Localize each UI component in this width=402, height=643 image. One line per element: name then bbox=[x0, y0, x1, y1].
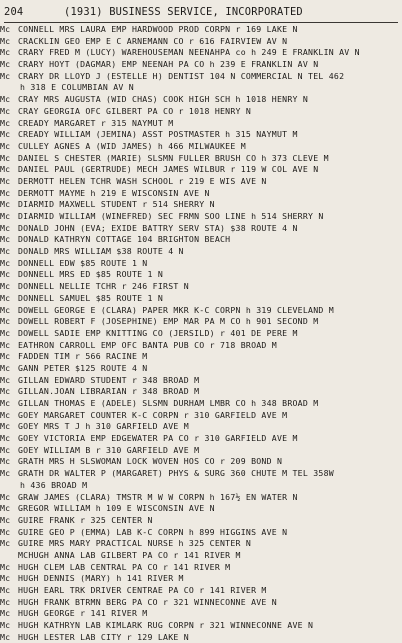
entry-text: DERMOTT HELEN TCHR WASH SCHOOL r 219 E WIS AVE N bbox=[18, 175, 267, 186]
entry-text: h 436 BROAD M bbox=[20, 479, 88, 490]
entry-text: CRARY DR LLOYD J (ESTELLE H) DENTIST 104 N COMMERCIAL N TEL 462 bbox=[18, 70, 345, 81]
directory-entry bbox=[0, 164, 402, 176]
entry-text: h 318 E COLUMBIAN AV N bbox=[20, 82, 134, 93]
entry-text: EATHRON CARROLL EMP OFC BANTA PUB CO r 718 BROAD M bbox=[18, 339, 277, 350]
directory-entry bbox=[0, 316, 402, 328]
entry-prefix: Mc bbox=[0, 444, 11, 455]
entry-text: GUIRE MRS MARY PRACTICAL NURSE h 325 CENTER N bbox=[18, 538, 252, 549]
directory-entry bbox=[0, 608, 402, 620]
directory-entry bbox=[0, 223, 402, 235]
entry-text: GOEY MRS T J h 310 GARFIELD AVE M bbox=[18, 421, 189, 432]
entry-text: CREADY WILLIAM (JEMINA) ASST POSTMASTER h 315 NAYMUT M bbox=[18, 129, 298, 140]
entry-text: HUGH KATHRYN LAB KIMLARK RUG CORPN r 321 WINNECONNE AVE N bbox=[18, 620, 314, 631]
directory-entry bbox=[0, 515, 402, 527]
entry-text: DOWELL GEORGE E (CLARA) PAPER MKR K-C CORPN h 319 CLEVELAND M bbox=[18, 304, 334, 315]
entry-text: CULLEY AGNES A (WID JAMES) h 466 MILWAUKEE M bbox=[18, 140, 246, 151]
directory-entry bbox=[0, 445, 402, 457]
directory-entry bbox=[0, 398, 402, 410]
entry-prefix: Mc bbox=[0, 292, 11, 303]
entry-prefix: Mc bbox=[0, 187, 11, 198]
entry-prefix: Mc bbox=[0, 164, 11, 175]
entry-prefix: Mc bbox=[0, 117, 11, 128]
entry-prefix: Mc bbox=[0, 538, 11, 549]
directory-entry bbox=[0, 234, 402, 246]
entry-text: DONALD MRS WILLIAM $38 ROUTE 4 N bbox=[18, 246, 184, 257]
directory-entry bbox=[0, 258, 402, 270]
entry-text: HUGH DENNIS (MARY) h 141 RIVER M bbox=[18, 573, 184, 584]
page-number: 204 bbox=[4, 6, 24, 18]
directory-entry bbox=[0, 106, 402, 118]
directory-entry bbox=[0, 585, 402, 597]
entry-text: GRATH MRS H SLSWOMAN LOCK WOVEN HOS CO r 209 BOND N bbox=[18, 456, 283, 467]
entry-prefix: Mc bbox=[0, 620, 11, 631]
entry-prefix: Mc bbox=[0, 35, 11, 46]
entry-prefix: Mc bbox=[0, 561, 11, 572]
directory-entry bbox=[0, 82, 402, 94]
entry-text: CRAY GEORGIA OFC GILBERT PA CO r 1018 HENRY N bbox=[18, 105, 252, 116]
directory-entry bbox=[0, 562, 402, 574]
header-rule bbox=[4, 22, 398, 23]
entry-prefix: Mc bbox=[0, 59, 11, 70]
entry-text: DOWELL SADIE EMP KNITTING CO (JERSILD) r 401 DE PERE M bbox=[18, 327, 298, 338]
entry-text: GILLAN.JOAN LIBRARIAN r 348 BROAD M bbox=[18, 386, 200, 397]
entry-prefix: Mc bbox=[0, 140, 11, 151]
entry-prefix: Mc bbox=[0, 514, 11, 525]
directory-entry bbox=[0, 199, 402, 211]
directory-entry bbox=[0, 47, 402, 59]
entry-prefix: Mc bbox=[0, 175, 11, 186]
entry-text: GRAW JAMES (CLARA) TMSTR M W W CORPN h 167½ EN WATER N bbox=[18, 491, 298, 502]
directory-entry bbox=[0, 597, 402, 609]
entry-text: GUIRE GEO P (EMMA) LAB K-C CORPN h 899 HIGGINS AVE N bbox=[18, 526, 288, 537]
entry-prefix: Mc bbox=[0, 152, 11, 163]
directory-entry bbox=[0, 363, 402, 375]
entry-text: GILLAN THOMAS E (ADELE) SLSMN DURHAM LMBR CO h 348 BROAD M bbox=[18, 398, 319, 408]
directory-entry bbox=[0, 386, 402, 398]
page-header bbox=[0, 6, 402, 22]
entry-text: DONNELL NELLIE TCHR r 246 FIRST N bbox=[18, 281, 189, 292]
directory-entry bbox=[0, 293, 402, 305]
entry-text: DIARMID WILLIAM (WINEFRED) SEC FRMN SOO LINE h 514 SHERRY N bbox=[18, 211, 324, 221]
entry-prefix: Mc bbox=[0, 339, 11, 350]
directory-entry bbox=[0, 129, 402, 141]
directory-entry bbox=[0, 71, 402, 83]
entry-text: GOEY WILLIAM B r 310 GARFIELD AVE M bbox=[18, 444, 200, 455]
entry-prefix: Mc bbox=[0, 24, 11, 34]
entry-text: DONNELL EDW $85 ROUTE 1 N bbox=[18, 257, 148, 268]
entry-prefix: Mc bbox=[0, 608, 11, 619]
entry-text: DANIEL S CHESTER (MARIE) SLSMN FULLER BRUSH CO h 373 CLEVE M bbox=[18, 152, 329, 163]
entry-prefix: Mc bbox=[0, 573, 11, 584]
entry-prefix: Mc bbox=[0, 94, 11, 105]
entry-text: GOEY MARGARET COUNTER K-C CORPN r 310 GARFIELD AVE M bbox=[18, 409, 288, 420]
entry-prefix: Mc bbox=[0, 246, 11, 257]
entry-text: DOWELL ROBERT F (JOSEPHINE) EMP MAR PA M CO h 901 SECOND M bbox=[18, 316, 319, 327]
directory-entry bbox=[0, 503, 402, 515]
directory-entry bbox=[0, 492, 402, 504]
directory-entry bbox=[0, 468, 402, 480]
entry-text: HUGH EARL TRK DRIVER CENTRAE PA CO r 141 RIVER M bbox=[18, 585, 267, 595]
entry-text: HUGH CLEM LAB CENTRAL PA CO r 141 RIVER M bbox=[18, 561, 231, 572]
entry-prefix: Mc bbox=[0, 398, 11, 408]
entry-prefix: Mc bbox=[0, 316, 11, 327]
directory-entry bbox=[0, 118, 402, 130]
entry-prefix: Mc bbox=[0, 269, 11, 280]
directory-entry bbox=[0, 538, 402, 550]
entry-prefix: Mc bbox=[0, 433, 11, 444]
directory-entry bbox=[0, 632, 402, 643]
directory-entry bbox=[0, 305, 402, 317]
directory-entry bbox=[0, 153, 402, 165]
entry-text: DERMOTT MAYME h 219 E WISCONSIN AVE N bbox=[18, 187, 210, 198]
directory-entry bbox=[0, 375, 402, 387]
entry-prefix: Mc bbox=[0, 47, 11, 58]
entry-text: DONNELL MRS ED $85 ROUTE 1 N bbox=[18, 269, 164, 280]
directory-entry bbox=[0, 480, 402, 492]
directory-entry bbox=[0, 269, 402, 281]
entry-prefix: Mc bbox=[0, 421, 11, 432]
entry-prefix: Mc bbox=[0, 468, 11, 479]
entry-prefix: Mc bbox=[0, 596, 11, 607]
directory-entry bbox=[0, 340, 402, 352]
entry-text: GRATH DR WALTER P (MARGARET) PHYS & SURG 360 CHUTE M TEL 358W bbox=[18, 468, 334, 479]
directory-entry bbox=[0, 246, 402, 258]
entry-prefix: Mc bbox=[0, 351, 11, 362]
entry-prefix: Mc bbox=[0, 327, 11, 338]
directory-entry bbox=[0, 188, 402, 200]
entry-prefix: Mc bbox=[0, 503, 11, 514]
entry-text: CRAY MRS AUGUSTA (WID CHAS) COOK HIGH SCH h 1018 HENRY N bbox=[18, 94, 309, 105]
entry-text: DONALD KATHRYN COTTAGE 104 BRIGHTON BEACH bbox=[18, 234, 231, 245]
directory-entry bbox=[0, 550, 402, 562]
entry-prefix: Mc bbox=[0, 129, 11, 140]
entry-text: GOEY VICTORIA EMP EDGEWATER PA CO r 310 GARFIELD AVE M bbox=[18, 433, 298, 444]
directory-entry bbox=[0, 94, 402, 106]
entry-prefix: Mc bbox=[0, 304, 11, 315]
entry-text: CRACKLIN GEO EMP E C ARNEMANN CO r 616 FAIRVIEW AV N bbox=[18, 35, 288, 46]
entry-text: CREADY MARGARET r 315 NAYMUT M bbox=[18, 117, 174, 128]
entry-prefix: Mc bbox=[0, 585, 11, 595]
directory-entry bbox=[0, 24, 402, 36]
entry-text: HUGH LESTER LAB CITY r 129 LAKE N bbox=[18, 631, 189, 642]
entry-text: DONNELL SAMUEL $85 ROUTE 1 N bbox=[18, 292, 164, 303]
entry-text: GANN PETER $125 ROUTE 4 N bbox=[18, 362, 148, 373]
entry-text: DONALD JOHN (EVA; EXIDE BATTRY SERV STA) $38 ROUTE 4 N bbox=[18, 222, 298, 233]
directory-entry bbox=[0, 281, 402, 293]
entry-text: DIARMID MAXWELL STUDENT r 514 SHERRY N bbox=[18, 199, 215, 210]
directory-entry bbox=[0, 328, 402, 340]
directory-entry bbox=[0, 527, 402, 539]
entry-text: CRARY FRED M (LUCY) WAREHOUSEMAN NEENAHPA co h 249 E FRANKLIN AV N bbox=[18, 47, 360, 58]
directory-entry bbox=[0, 421, 402, 433]
entry-text: GILLAN EDWARD STUDENT r 348 BROAD M bbox=[18, 374, 200, 385]
directory-entry bbox=[0, 573, 402, 585]
directory-entry bbox=[0, 456, 402, 468]
directory-entry bbox=[0, 351, 402, 363]
entry-prefix: Mc bbox=[0, 386, 11, 397]
directory-entry bbox=[0, 433, 402, 445]
entry-text: HUGH GEORGE r 141 RIVER M bbox=[18, 608, 148, 619]
directory-entry bbox=[0, 211, 402, 223]
entry-prefix: Mc bbox=[0, 281, 11, 292]
entry-prefix: Mc bbox=[0, 199, 11, 210]
entry-prefix: Mc bbox=[0, 491, 11, 502]
entry-prefix: Mc bbox=[0, 257, 11, 268]
entry-prefix: Mc bbox=[0, 631, 11, 642]
page-title: (1931) BUSINESS SERVICE, INCORPORATED bbox=[64, 6, 303, 18]
directory-entry bbox=[0, 176, 402, 188]
entry-prefix: Mc bbox=[0, 234, 11, 245]
entry-prefix: Mc bbox=[0, 409, 11, 420]
directory-entry bbox=[0, 620, 402, 632]
entry-prefix: Mc bbox=[0, 374, 11, 385]
directory-entry bbox=[0, 141, 402, 153]
directory-listing bbox=[0, 24, 402, 643]
entry-prefix: Mc bbox=[0, 362, 11, 373]
entry-text: CRARY HOYT (DAGMAR) EMP NEENAH PA CO h 239 E FRANKLIN AV N bbox=[18, 59, 319, 70]
entry-prefix: Mc bbox=[0, 526, 11, 537]
entry-prefix: Mc bbox=[0, 222, 11, 233]
entry-text: FADDEN TIM r 566 RACINE M bbox=[18, 351, 148, 362]
directory-entry bbox=[0, 36, 402, 48]
entry-text: DANIEL PAUL (GERTRUDE) MECH JAMES WILBUR r 119 W COL AVE N bbox=[18, 164, 319, 175]
entry-text: CONNELL MRS LAURA EMP HARDWOOD PROD CORPN r 169 LAKE N bbox=[18, 24, 298, 34]
entry-prefix: Mc bbox=[0, 105, 11, 116]
directory-entry bbox=[0, 410, 402, 422]
entry-text: GUIRE FRANK r 325 CENTER N bbox=[18, 514, 153, 525]
entry-text: HUGH FRANK BTRMN BERG PA CO r 321 WINNECONNE AVE N bbox=[18, 596, 277, 607]
entry-prefix: Mc bbox=[0, 456, 11, 467]
directory-entry bbox=[0, 59, 402, 71]
entry-prefix: Mc bbox=[0, 211, 11, 221]
entry-text: MCHUGH ANNA LAB GILBERT PA CO r 141 RIVER M bbox=[18, 549, 241, 560]
entry-prefix: Mc bbox=[0, 70, 11, 81]
entry-text: GREGOR WILLIAM h 109 E WISCONSIN AVE N bbox=[18, 503, 215, 514]
